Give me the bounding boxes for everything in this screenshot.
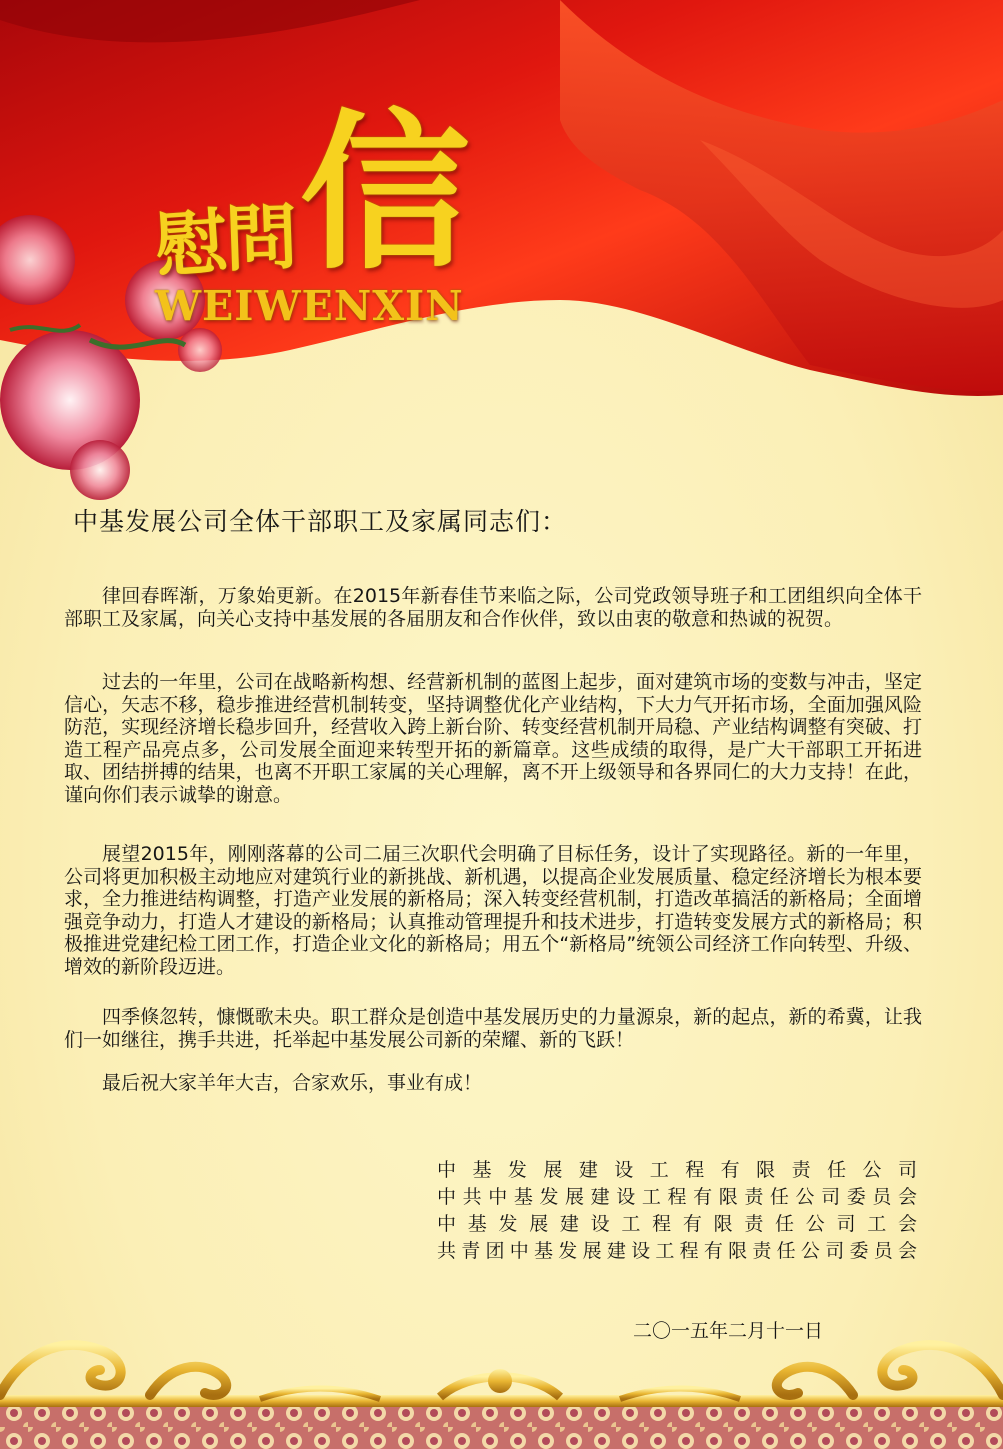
letter-date: 二〇一五年二月十一日 <box>633 1320 824 1342</box>
signature-union: 中基发展建设工程有限责任公司工会 <box>437 1213 917 1235</box>
title-char-wen: 問 <box>223 193 299 282</box>
signature-youth-league: 共青团中基发展建设工程有限责任公司委员会 <box>437 1240 917 1262</box>
title-char-wei: 慰 <box>152 198 231 289</box>
signature-block <box>437 1157 917 1265</box>
paragraph-1: 律回春晖渐，万象始更新。在2015年新春佳节来临之际，公司党政领导班子和工团组织向全体干部职工及家属，向关心支持中基发展的各届朋友和合作伙伴，致以由衷的敬意和热诚的祝贺。 <box>64 585 922 630</box>
paragraph-3: 展望2015年，刚刚落幕的公司二届三次职代会明确了目标任务，设计了实现路径。新的一年里，公司将更加积极主动地应对建筑行业的新挑战、新机遇，以提高企业发展质量、稳定经济增长为根本要求，全力推进结构调整，打造产业发展的新格局；深入转变经营机制，打造改革搞活的新格局；全面增强竞争动力，打造人才建设的新格局；认真推动管理提升和技术进步，打造转变发展方式的新格局；积极推进党建纪检工团工作，打造企业文化的新格局；用五个“新格局”统领公司经济工作向转型、升级、增效的新阶段迈进。 <box>64 843 922 978</box>
signature-company: 中基发展建设工程有限责任公司 <box>437 1159 917 1181</box>
paragraph-4: 四季倏忽转，慷慨歌未央。职工群众是创造中基发展历史的力量源泉，新的起点，新的希冀，让我们一如继往，携手共进，托举起中基发展公司新的荣耀、新的飞跃！ <box>64 1006 922 1051</box>
greeting: 中基发展公司全体干部职工及家属同志们： <box>73 507 568 536</box>
closing-wish: 最后祝大家羊年大吉，合家欢乐，事业有成！ <box>102 1072 483 1094</box>
gold-ornament-border <box>0 1315 1003 1449</box>
paragraph-2: 过去的一年里，公司在战略新构想、经营新机制的蓝图上起步，面对建筑市场的变数与冲击，坚定信心，矢志不移，稳步推进经营机制转变，坚持调整优化产业结构，下大力气开拓市场，全面加强风险防范，实现经济增长稳步回升，经营收入跨上新台阶、转变经营机制开局稳、产业结构调整有突破、打造工程产品亮点多，公司发展全面迎来转型开拓的新篇章。这些成绩的取得，是广大干部职工开拓进取、团结拼搏的结果，也离不开职工家属的关心理解，离不开上级领导和各界同仁的大力支持！在此，谨向你们表示诚挚的谢意。 <box>64 671 922 806</box>
signature-party-committee: 中共中基发展建设工程有限责任公司委员会 <box>437 1186 917 1208</box>
red-silk-banner <box>0 0 1003 500</box>
title-char-xin: 信 <box>300 93 471 293</box>
title-pinyin: WEIWENXIN <box>155 282 464 330</box>
